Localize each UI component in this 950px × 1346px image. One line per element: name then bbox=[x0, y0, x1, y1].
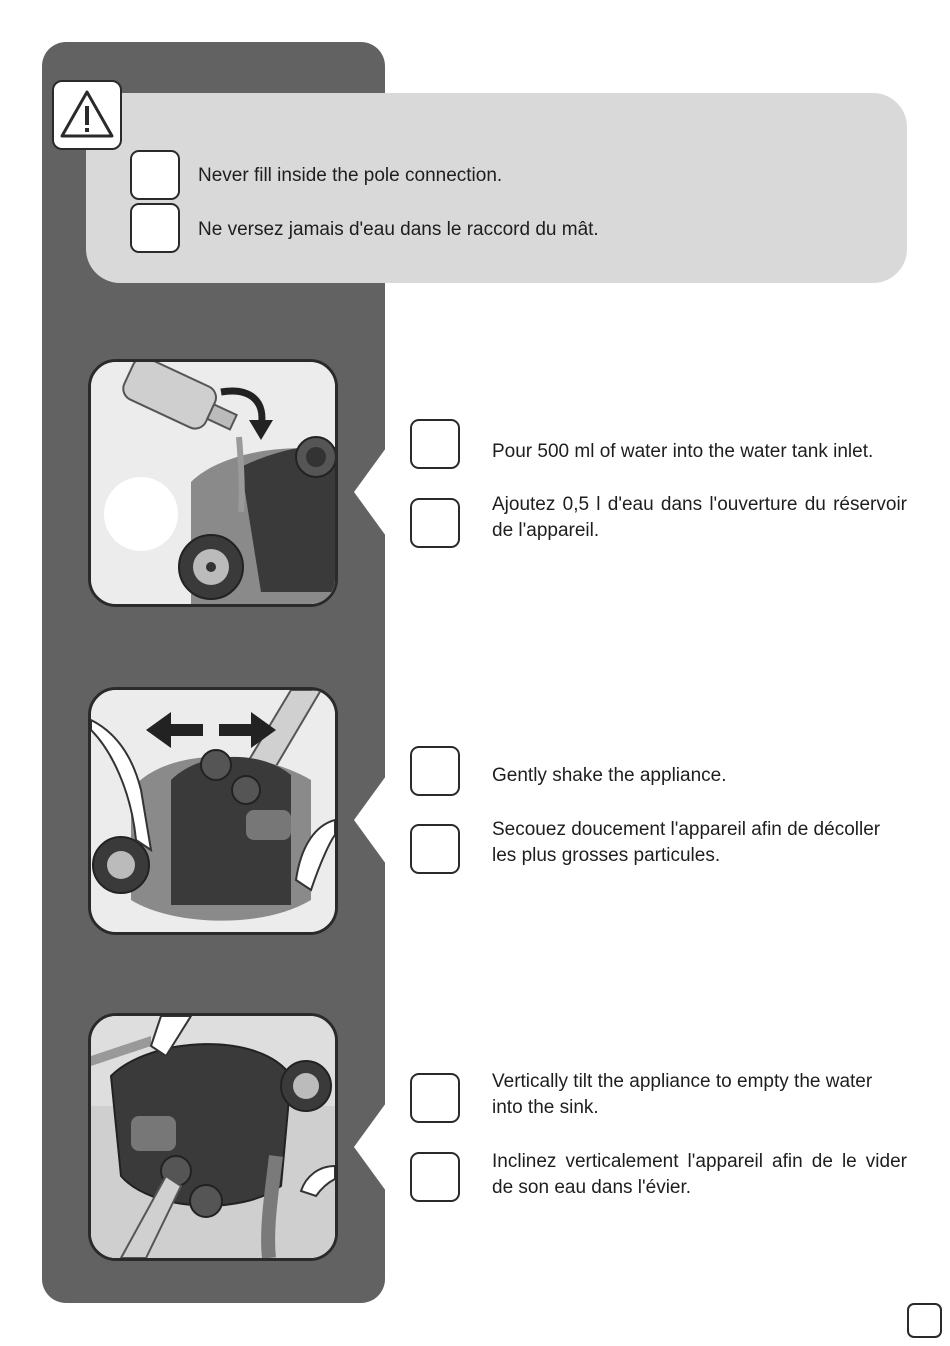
step-pointer bbox=[354, 1103, 386, 1191]
warning-triangle-icon bbox=[54, 82, 120, 148]
language-code-box-fr bbox=[130, 203, 180, 253]
pour-water-into-tank-illustration bbox=[88, 359, 338, 607]
language-code-box-en bbox=[410, 1073, 460, 1123]
language-code-box-en bbox=[410, 419, 460, 469]
language-code-box-en bbox=[130, 150, 180, 200]
shake-appliance-illustration bbox=[88, 687, 338, 935]
step-2-text-fr: Secouez doucement l'appareil afin de décoller les plus grosses particules. bbox=[492, 819, 881, 866]
page-number-box bbox=[907, 1303, 942, 1338]
language-code-box-fr bbox=[410, 824, 460, 874]
step-pointer bbox=[354, 448, 386, 536]
warning-banner bbox=[86, 93, 907, 283]
language-code-box-en bbox=[410, 746, 460, 796]
step-2-text-en: Gently shake the appliance. bbox=[492, 765, 727, 786]
step-1-text-en: Pour 500 ml of water into the water tank inlet. bbox=[492, 441, 874, 462]
language-code-box-fr bbox=[410, 498, 460, 548]
step-3-text-fr: Inclinez verticalement l'appareil afin de le vider de son eau dans l'évier. bbox=[492, 1151, 907, 1198]
step-1-text-fr: Ajoutez 0,5 l d'eau dans l'ouverture du réservoir de l'appareil. bbox=[492, 494, 907, 541]
warning-text-fr: Ne versez jamais d'eau dans le raccord du mât. bbox=[198, 219, 599, 240]
step-3-text-en: Vertically tilt the appliance to empty the water into the sink. bbox=[492, 1071, 873, 1118]
tilt-empty-into-sink-illustration bbox=[88, 1013, 338, 1261]
language-code-box-fr bbox=[410, 1152, 460, 1202]
step-pointer bbox=[354, 776, 386, 864]
warning-text-en: Never fill inside the pole connection. bbox=[198, 165, 503, 186]
warning-icon-box bbox=[52, 80, 122, 150]
